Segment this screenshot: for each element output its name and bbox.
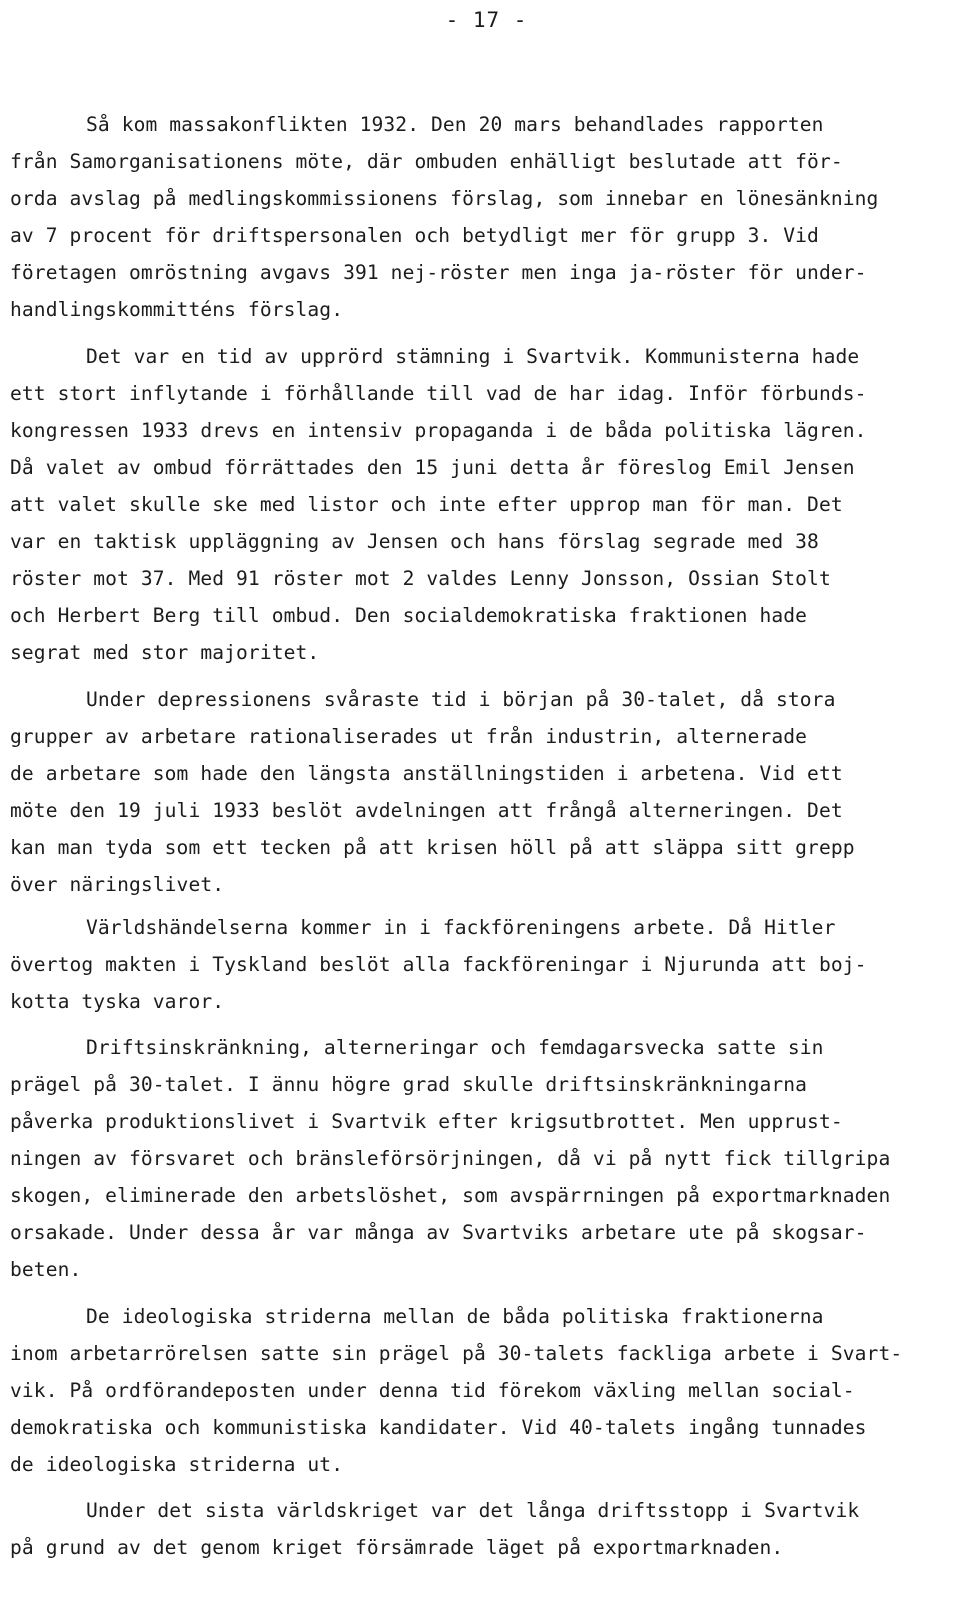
text-line: orda avslag på medlingskommissionens förslag, som innebar en lönesänkning	[10, 187, 879, 210]
text-line: möte den 19 juli 1933 beslöt avdelningen att frångå alterneringen. Det	[10, 799, 843, 822]
text-line: och Herbert Berg till ombud. Den socialdemokratiska fraktionen hade	[10, 604, 808, 627]
text-line: var en taktisk uppläggning av Jensen och hans förslag segrade med 38	[10, 530, 819, 553]
text-line: de arbetare som hade den längsta anställningstiden i arbetena. Vid ett	[10, 762, 843, 785]
text-line: ningen av försvaret och bränsleförsörjningen, då vi på nytt fick tillgripa	[10, 1147, 891, 1170]
text-line: grupper av arbetare rationaliserades ut från industrin, alternerade	[10, 725, 808, 748]
text-line: att valet skulle ske med listor och inte efter upprop man för man. Det	[10, 493, 843, 516]
text-line: från Samorganisationens möte, där ombuden enhälligt beslutade att för-	[10, 150, 843, 173]
text-line: kongressen 1933 drevs en intensiv propaganda i de båda politiska lägren.	[10, 419, 867, 442]
text-line: på grund av det genom kriget försämrade läget på exportmarknaden.	[10, 1536, 784, 1559]
text-line: påverka produktionslivet i Svartvik efter krigsutbrottet. Men upprust-	[10, 1110, 843, 1133]
text-line: röster mot 37. Med 91 röster mot 2 valdes Lenny Jonsson, Ossian Stolt	[10, 567, 831, 590]
text-line: vik. På ordförandeposten under denna tid förekom växling mellan social-	[10, 1379, 855, 1402]
text-line: orsakade. Under dessa år var många av Svartviks arbetare ute på skogsar-	[10, 1221, 867, 1244]
text-line: kotta tyska varor.	[10, 990, 225, 1013]
text-line: Så kom massakonflikten 1932. Den 20 mars behandlades rapporten	[86, 113, 824, 136]
text-line: Det var en tid av upprörd stämning i Svartvik. Kommunisterna hade	[86, 345, 860, 368]
text-line: demokratiska och kommunistiska kandidater. Vid 40-talets ingång tunnades	[10, 1416, 867, 1439]
text-line: kan man tyda som ett tecken på att krisen höll på att släppa sitt grepp	[10, 836, 855, 859]
text-line: Världshändelserna kommer in i fackföreningens arbete. Då Hitler	[86, 916, 836, 939]
page-number: - 17 -	[445, 8, 528, 32]
text-line: Under depressionens svåraste tid i början på 30-talet, då stora	[86, 688, 836, 711]
text-line: de ideologiska striderna ut.	[10, 1453, 344, 1476]
text-line: övertog makten i Tyskland beslöt alla fackföreningar i Njurunda att boj-	[10, 953, 867, 976]
text-line: Under det sista världskriget var det långa driftsstopp i Svartvik	[86, 1499, 860, 1522]
text-line: prägel på 30-talet. I ännu högre grad skulle driftsinskränkningarna	[10, 1073, 808, 1096]
text-line: Driftsinskränkning, alterneringar och femdagarsvecka satte sin	[86, 1036, 824, 1059]
text-line: ett stort inflytande i förhållande till vad de har idag. Inför förbunds-	[10, 382, 867, 405]
text-line: beten.	[10, 1258, 82, 1281]
text-line: handlingskommitténs förslag.	[10, 298, 344, 321]
text-line: segrat med stor majoritet.	[10, 641, 320, 664]
text-line: av 7 procent för driftspersonalen och betydligt mer för grupp 3. Vid	[10, 224, 819, 247]
text-line: över näringslivet.	[10, 873, 225, 896]
text-line: skogen, eliminerade den arbetslöshet, som avspärrningen på exportmarknaden	[10, 1184, 891, 1207]
text-line: inom arbetarrörelsen satte sin prägel på 30-talets fackliga arbete i Svart-	[10, 1342, 903, 1365]
text-line: Då valet av ombud förrättades den 15 juni detta år föreslog Emil Jensen	[10, 456, 855, 479]
text-line: företagen omröstning avgavs 391 nej-röster men inga ja-röster för under-	[10, 261, 867, 284]
text-line: De ideologiska striderna mellan de båda politiska fraktionerna	[86, 1305, 824, 1328]
